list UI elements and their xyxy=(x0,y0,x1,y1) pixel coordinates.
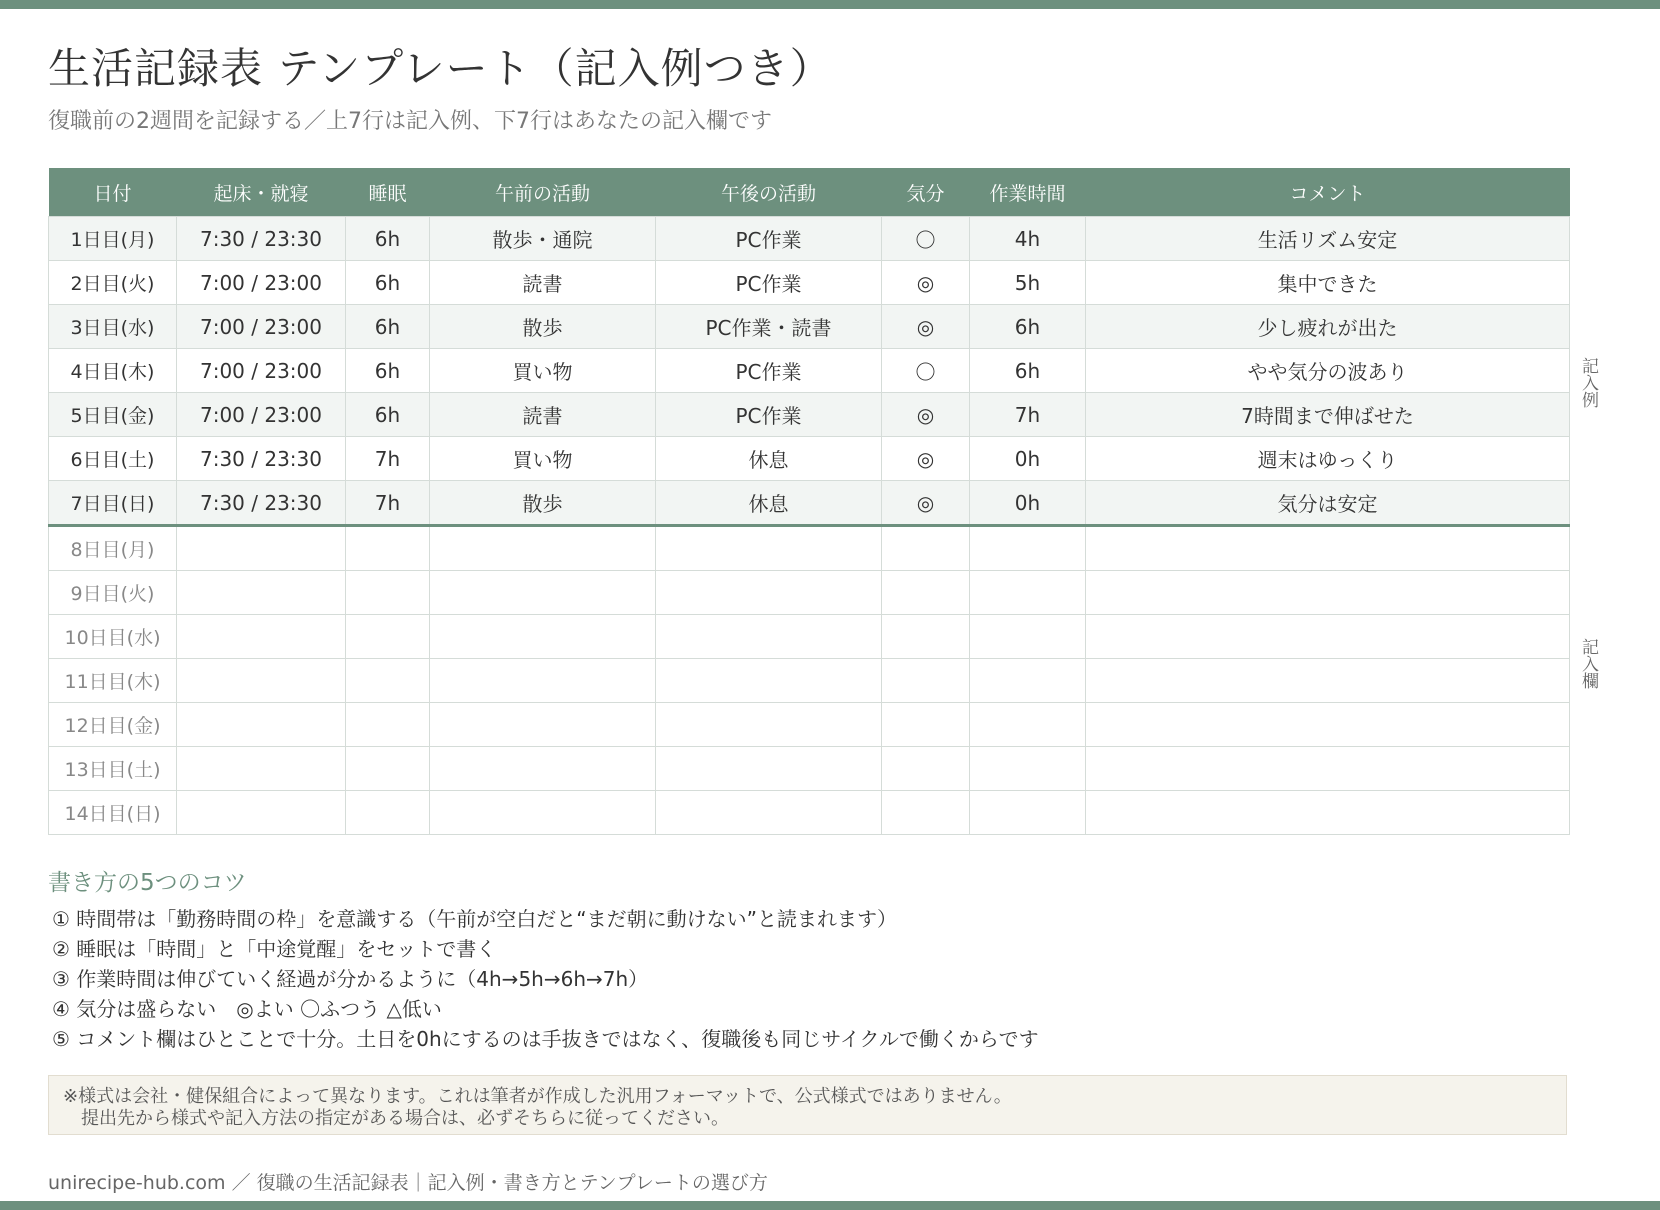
empty-entry-cell[interactable] xyxy=(346,747,430,791)
empty-entry-cell[interactable] xyxy=(656,747,882,791)
sleep-cell: 6h xyxy=(346,393,430,437)
tips-list xyxy=(52,904,1039,1054)
empty-entry-cell[interactable] xyxy=(656,615,882,659)
empty-entry-cell[interactable] xyxy=(656,703,882,747)
tip-item: ④ 気分は盛らない ◎よい 〇ふつう △低い xyxy=(52,997,442,1021)
comment-cell: 週末はゆっくり xyxy=(1086,437,1570,481)
mood-cell: ◎ xyxy=(882,393,970,437)
morning-activity-cell: 買い物 xyxy=(430,437,656,481)
blank-section-label: 記入欄 xyxy=(1578,638,1598,689)
sleep-cell: 6h xyxy=(346,305,430,349)
blank-entry-row xyxy=(49,615,1570,659)
comment-cell: 少し疲れが出た xyxy=(1086,305,1570,349)
blank-entry-row xyxy=(49,659,1570,703)
wake-sleep-cell: 7:00 / 23:00 xyxy=(177,349,346,393)
mood-cell: ◎ xyxy=(882,437,970,481)
morning-activity-cell: 散歩・通院 xyxy=(430,217,656,261)
morning-activity-cell: 読書 xyxy=(430,261,656,305)
column-header-date: 日付 xyxy=(49,168,177,217)
date-cell: 4日目(木) xyxy=(49,349,177,393)
empty-entry-cell[interactable] xyxy=(882,747,970,791)
disclaimer-line: 提出先から様式や記入方法の指定がある場合は、必ずそちらに従ってください。 xyxy=(63,1108,729,1129)
empty-entry-cell[interactable] xyxy=(177,747,346,791)
blank-entry-row xyxy=(49,747,1570,791)
empty-entry-cell[interactable] xyxy=(656,571,882,615)
example-row xyxy=(49,437,1570,481)
afternoon-activity-cell: PC作業・読書 xyxy=(656,305,882,349)
empty-entry-cell[interactable] xyxy=(970,791,1086,835)
blank-entry-row xyxy=(49,703,1570,747)
page-title: 生活記録表 テンプレート（記入例つき） xyxy=(48,44,833,93)
work-hours-cell: 5h xyxy=(970,261,1086,305)
empty-entry-cell[interactable] xyxy=(1086,659,1570,703)
tip-item: ① 時間帯は「勤務時間の枠」を意識する（午前が空白だと“まだ朝に動けない”と読まれます） xyxy=(52,907,898,931)
empty-entry-cell[interactable] xyxy=(430,791,656,835)
empty-entry-cell[interactable] xyxy=(430,703,656,747)
example-row xyxy=(49,481,1570,526)
empty-entry-cell[interactable] xyxy=(177,659,346,703)
date-cell: 6日目(土) xyxy=(49,437,177,481)
empty-entry-cell[interactable] xyxy=(177,703,346,747)
empty-entry-cell[interactable] xyxy=(970,526,1086,571)
wake-sleep-cell: 7:00 / 23:00 xyxy=(177,261,346,305)
blank-entry-row xyxy=(49,571,1570,615)
empty-entry-cell[interactable] xyxy=(177,526,346,571)
tip-item: ② 睡眠は「時間」と「中途覚醒」をセットで書く xyxy=(52,937,497,961)
column-header-comment: コメント xyxy=(1086,168,1570,217)
date-cell: 2日目(火) xyxy=(49,261,177,305)
empty-entry-cell[interactable] xyxy=(430,571,656,615)
empty-entry-cell[interactable] xyxy=(882,615,970,659)
disclaimer-line: ※様式は会社・健保組合によって異なります。これは筆者が作成した汎用フォーマットで、公式様式ではありません。 xyxy=(63,1086,1012,1107)
sleep-cell: 6h xyxy=(346,349,430,393)
afternoon-activity-cell: PC作業 xyxy=(656,349,882,393)
top-accent-bar xyxy=(0,0,1660,9)
empty-entry-cell[interactable] xyxy=(882,659,970,703)
empty-entry-cell[interactable] xyxy=(430,615,656,659)
footer-source: unirecipe-hub.com ／ 復職の生活記録表｜記入例・書き方とテンプレートの選び方 xyxy=(48,1172,768,1194)
empty-entry-cell[interactable] xyxy=(656,659,882,703)
empty-entry-cell[interactable] xyxy=(1086,747,1570,791)
example-row xyxy=(49,217,1570,261)
date-cell: 1日目(月) xyxy=(49,217,177,261)
morning-activity-cell: 散歩 xyxy=(430,305,656,349)
example-section-label: 記入例 xyxy=(1578,357,1598,408)
sleep-cell: 7h xyxy=(346,481,430,526)
disclaimer-note xyxy=(48,1075,1567,1135)
empty-entry-cell[interactable] xyxy=(882,526,970,571)
empty-entry-cell[interactable] xyxy=(1086,615,1570,659)
example-row xyxy=(49,393,1570,437)
comment-cell: 集中できた xyxy=(1086,261,1570,305)
empty-entry-cell[interactable] xyxy=(346,703,430,747)
date-cell: 3日目(水) xyxy=(49,305,177,349)
tips-title: 書き方の5つのコツ xyxy=(48,870,247,896)
morning-activity-cell: 散歩 xyxy=(430,481,656,526)
table-header-row xyxy=(49,168,1570,217)
empty-entry-cell[interactable] xyxy=(970,615,1086,659)
life-record-table xyxy=(48,168,1570,835)
example-row xyxy=(49,261,1570,305)
afternoon-activity-cell: 休息 xyxy=(656,481,882,526)
date-cell: 13日目(土) xyxy=(49,747,177,791)
afternoon-activity-cell: PC作業 xyxy=(656,261,882,305)
empty-entry-cell[interactable] xyxy=(177,791,346,835)
empty-entry-cell[interactable] xyxy=(1086,791,1570,835)
afternoon-activity-cell: PC作業 xyxy=(656,393,882,437)
empty-entry-cell[interactable] xyxy=(346,615,430,659)
empty-entry-cell[interactable] xyxy=(430,659,656,703)
empty-entry-cell[interactable] xyxy=(177,615,346,659)
wake-sleep-cell: 7:00 / 23:00 xyxy=(177,393,346,437)
afternoon-activity-cell: PC作業 xyxy=(656,217,882,261)
empty-entry-cell[interactable] xyxy=(1086,526,1570,571)
morning-activity-cell: 読書 xyxy=(430,393,656,437)
work-hours-cell: 7h xyxy=(970,393,1086,437)
date-cell: 12日目(金) xyxy=(49,703,177,747)
wake-sleep-cell: 7:30 / 23:30 xyxy=(177,481,346,526)
empty-entry-cell[interactable] xyxy=(346,526,430,571)
work-hours-cell: 6h xyxy=(970,305,1086,349)
empty-entry-cell[interactable] xyxy=(656,526,882,571)
mood-cell: 〇 xyxy=(882,349,970,393)
empty-entry-cell[interactable] xyxy=(346,791,430,835)
date-cell: 8日目(月) xyxy=(49,526,177,571)
afternoon-activity-cell: 休息 xyxy=(656,437,882,481)
empty-entry-cell[interactable] xyxy=(346,571,430,615)
comment-cell: 7時間まで伸ばせた xyxy=(1086,393,1570,437)
empty-entry-cell[interactable] xyxy=(970,659,1086,703)
tip-item: ③ 作業時間は伸びていく経過が分かるように（4h→5h→6h→7h） xyxy=(52,967,649,991)
work-hours-cell: 0h xyxy=(970,437,1086,481)
date-cell: 14日目(日) xyxy=(49,791,177,835)
empty-entry-cell[interactable] xyxy=(656,791,882,835)
wake-sleep-cell: 7:30 / 23:30 xyxy=(177,437,346,481)
column-header-morning-activity: 午前の活動 xyxy=(430,168,656,217)
page-subtitle: 復職前の2週間を記録する／上7行は記入例、下7行はあなたの記入欄です xyxy=(48,109,772,134)
sleep-cell: 7h xyxy=(346,437,430,481)
work-hours-cell: 0h xyxy=(970,481,1086,526)
mood-cell: ◎ xyxy=(882,261,970,305)
column-header-wake-sleep: 起床・就寝 xyxy=(177,168,346,217)
empty-entry-cell[interactable] xyxy=(1086,703,1570,747)
date-cell: 9日目(火) xyxy=(49,571,177,615)
empty-entry-cell[interactable] xyxy=(970,571,1086,615)
sleep-cell: 6h xyxy=(346,261,430,305)
example-row xyxy=(49,305,1570,349)
wake-sleep-cell: 7:00 / 23:00 xyxy=(177,305,346,349)
example-row xyxy=(49,349,1570,393)
column-header-mood: 気分 xyxy=(882,168,970,217)
tip-item: ⑤ コメント欄はひとことで十分。土日を0hにするのは手抜きではなく、復職後も同じサイクルで働くからです xyxy=(52,1027,1039,1051)
empty-entry-cell[interactable] xyxy=(970,747,1086,791)
empty-entry-cell[interactable] xyxy=(430,747,656,791)
comment-cell: やや気分の波あり xyxy=(1086,349,1570,393)
empty-entry-cell[interactable] xyxy=(346,659,430,703)
mood-cell: 〇 xyxy=(882,217,970,261)
blank-entry-row xyxy=(49,791,1570,835)
date-cell: 11日目(木) xyxy=(49,659,177,703)
empty-entry-cell[interactable] xyxy=(882,571,970,615)
mood-cell: ◎ xyxy=(882,481,970,526)
morning-activity-cell: 買い物 xyxy=(430,349,656,393)
work-hours-cell: 6h xyxy=(970,349,1086,393)
column-header-work-hours: 作業時間 xyxy=(970,168,1086,217)
comment-cell: 気分は安定 xyxy=(1086,481,1570,526)
empty-entry-cell[interactable] xyxy=(882,791,970,835)
sleep-cell: 6h xyxy=(346,217,430,261)
mood-cell: ◎ xyxy=(882,305,970,349)
empty-entry-cell[interactable] xyxy=(177,571,346,615)
empty-entry-cell[interactable] xyxy=(970,703,1086,747)
column-header-afternoon-activity: 午後の活動 xyxy=(656,168,882,217)
blank-entry-row xyxy=(49,526,1570,571)
column-header-sleep: 睡眠 xyxy=(346,168,430,217)
date-cell: 5日目(金) xyxy=(49,393,177,437)
empty-entry-cell[interactable] xyxy=(882,703,970,747)
comment-cell: 生活リズム安定 xyxy=(1086,217,1570,261)
empty-entry-cell[interactable] xyxy=(1086,571,1570,615)
wake-sleep-cell: 7:30 / 23:30 xyxy=(177,217,346,261)
empty-entry-cell[interactable] xyxy=(430,526,656,571)
bottom-accent-bar xyxy=(0,1201,1660,1210)
work-hours-cell: 4h xyxy=(970,217,1086,261)
date-cell: 7日目(日) xyxy=(49,481,177,526)
date-cell: 10日目(水) xyxy=(49,615,177,659)
